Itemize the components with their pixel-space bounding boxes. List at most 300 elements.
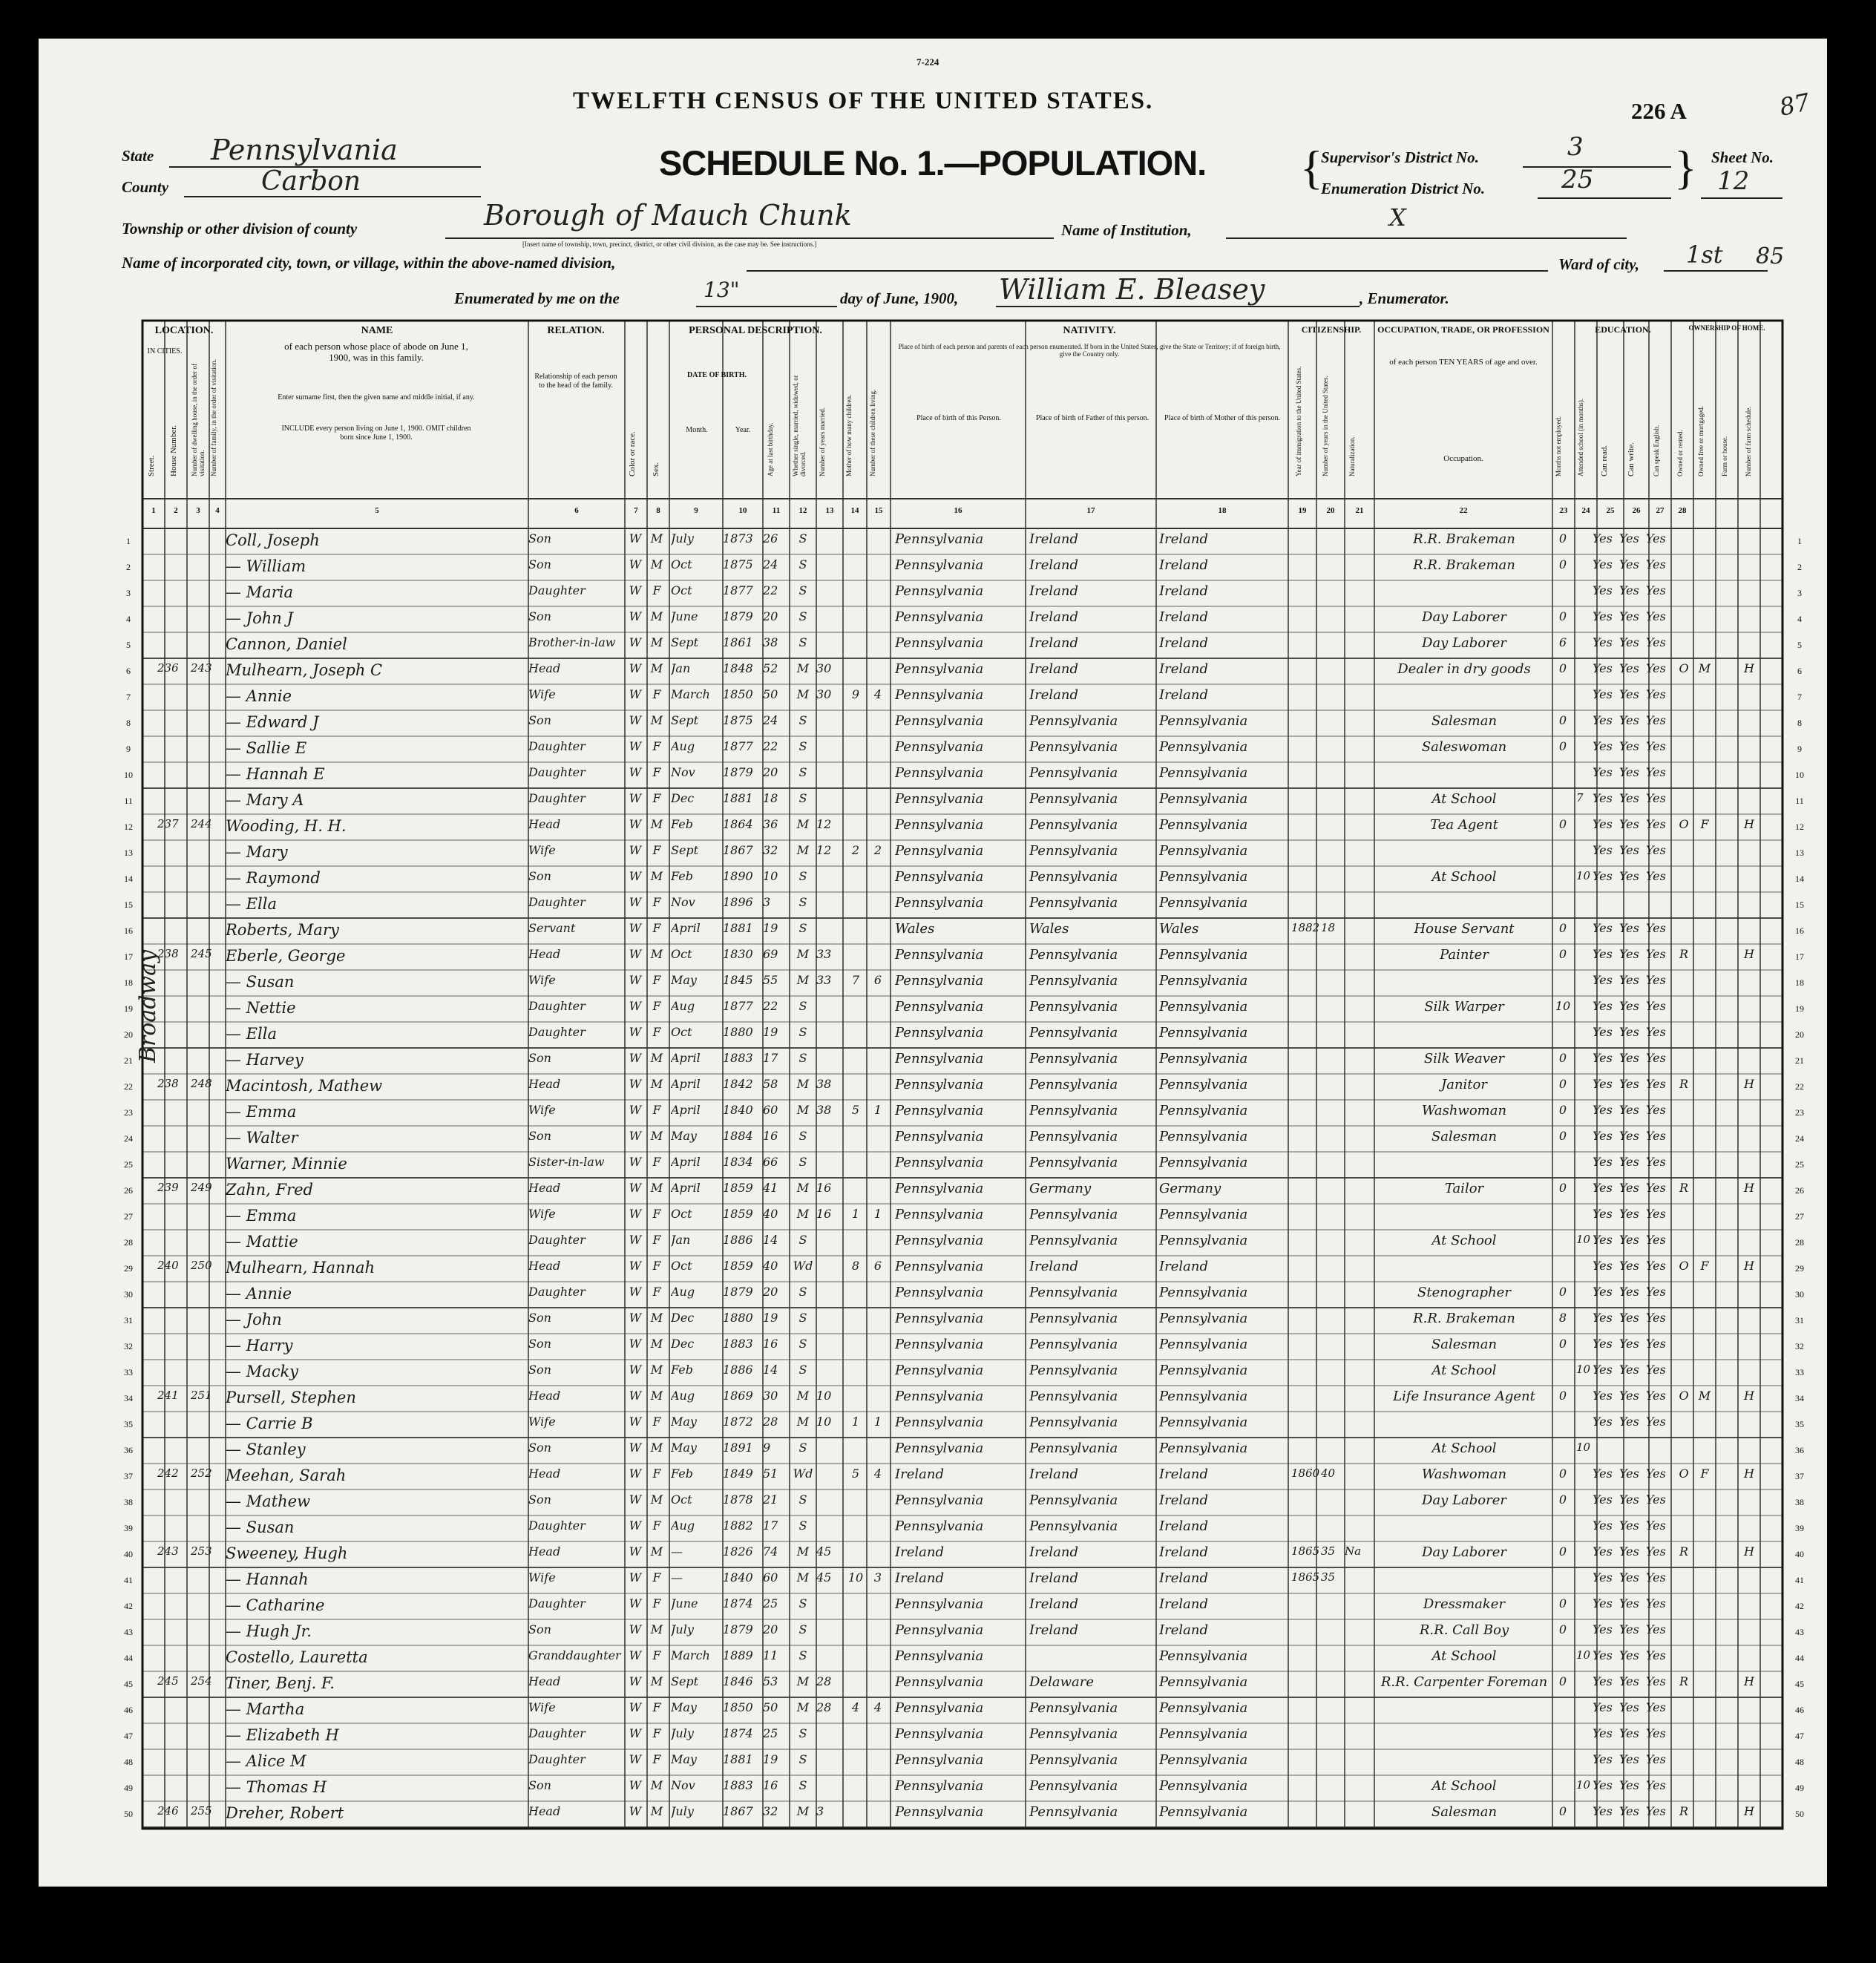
column-number: 28 xyxy=(1678,506,1687,515)
column-number: 21 xyxy=(1355,506,1364,515)
cell-mar: M xyxy=(796,1700,810,1714)
cell-name: — Martha xyxy=(226,1700,305,1718)
cell-mar: S xyxy=(798,765,807,779)
cell-wr: Yes xyxy=(1619,921,1639,935)
row-number: 2 xyxy=(1797,562,1802,572)
col-relation: RELATION. xyxy=(547,325,605,336)
cell-col: W xyxy=(629,1700,642,1714)
row-number: 11 xyxy=(1795,796,1804,806)
cell-en: Yes xyxy=(1646,1389,1666,1403)
cell-yr: 1879 xyxy=(723,765,753,779)
cell-sex: M xyxy=(650,1181,663,1195)
col-children-living: Number of these children living. xyxy=(869,389,876,476)
cell-col: W xyxy=(629,1337,642,1351)
row-number: 28 xyxy=(1795,1237,1804,1248)
cell-col: W xyxy=(629,1389,642,1403)
cell-unemp: 0 xyxy=(1558,1544,1567,1559)
cell-mb: Pennsylvania xyxy=(1159,869,1248,885)
cell-pb: Pennsylvania xyxy=(895,1778,984,1794)
scan-edge-bottom xyxy=(0,1887,1876,1963)
column-number: 22 xyxy=(1459,506,1468,515)
row-number: 12 xyxy=(1795,822,1804,832)
cell-en: Yes xyxy=(1646,1674,1666,1688)
cell-mar: M xyxy=(796,1181,810,1195)
cell-fh: H xyxy=(1744,817,1754,831)
cell-fb: Pennsylvania xyxy=(1029,1700,1118,1716)
cell-free: F xyxy=(1700,1466,1709,1481)
cell-fb: Pennsylvania xyxy=(1029,1285,1118,1300)
row-number: 15 xyxy=(1795,899,1804,910)
cell-fam: 255 xyxy=(191,1804,212,1818)
col-group-location: LOCATION. xyxy=(154,325,214,336)
cell-en: Yes xyxy=(1646,1804,1666,1818)
cell-name: — Mary A xyxy=(226,791,304,809)
cell-fb: Pennsylvania xyxy=(1029,1207,1118,1222)
cell-occ: Dealer in dry goods xyxy=(1397,661,1531,677)
enumerator-signature: William E. Bleasey xyxy=(999,273,1265,306)
row-number: 16 xyxy=(124,925,133,936)
table-row xyxy=(39,528,1827,554)
cell-unemp: 0 xyxy=(1558,1129,1567,1143)
cell-rel: Daughter xyxy=(528,1726,586,1740)
col-years-married: Number of years married. xyxy=(819,407,826,476)
cell-name: Pursell, Stephen xyxy=(226,1389,356,1406)
cell-col: W xyxy=(629,1207,642,1221)
cell-unemp: 0 xyxy=(1558,1337,1567,1351)
cell-occ: Dressmaker xyxy=(1423,1596,1506,1612)
cell-wr: Yes xyxy=(1619,609,1639,623)
cell-sex: F xyxy=(652,1207,661,1221)
cell-name: Wooding, H. H. xyxy=(226,817,347,835)
cell-pb: Pennsylvania xyxy=(895,713,984,729)
cell-yr: 1859 xyxy=(723,1181,753,1195)
cell-name: — John xyxy=(226,1311,282,1328)
cell-dw: 246 xyxy=(157,1804,179,1818)
cell-name: — Mattie xyxy=(226,1233,298,1251)
district-brace-left: { xyxy=(1300,141,1323,194)
cell-yr: 1872 xyxy=(723,1415,753,1429)
cell-name: Dreher, Robert xyxy=(226,1804,344,1822)
cell-wr: Yes xyxy=(1619,1752,1639,1766)
cell-occ: Salesman xyxy=(1431,1129,1498,1144)
cell-pb: Pennsylvania xyxy=(895,1259,984,1274)
cell-rel: Son xyxy=(528,1051,551,1065)
cell-age: 55 xyxy=(763,973,778,987)
column-number: 9 xyxy=(694,506,698,515)
cell-col: W xyxy=(629,1778,642,1792)
cell-pb: Pennsylvania xyxy=(895,1674,984,1690)
cell-name: — Elizabeth H xyxy=(226,1726,339,1744)
cell-rd: Yes xyxy=(1593,817,1613,831)
cell-rd: Yes xyxy=(1593,739,1613,753)
table-row xyxy=(39,1256,1827,1282)
cell-fh: H xyxy=(1744,1674,1754,1688)
cell-rel: Wife xyxy=(528,843,556,857)
cell-mar: S xyxy=(798,1726,807,1740)
row-number: 49 xyxy=(124,1783,133,1793)
row-number: 27 xyxy=(1795,1211,1804,1222)
cell-mar: M xyxy=(796,661,810,675)
cell-fam: 248 xyxy=(191,1077,212,1090)
table-row xyxy=(39,1801,1827,1827)
cell-fb: Pennsylvania xyxy=(1029,895,1118,911)
cell-mb: Ireland xyxy=(1159,1570,1208,1586)
cell-yr: 1846 xyxy=(723,1674,753,1688)
cell-sex: M xyxy=(650,1363,663,1377)
table-row xyxy=(39,1386,1827,1412)
cell-col: W xyxy=(629,557,642,571)
table-row xyxy=(39,710,1827,736)
cell-mth: 5 xyxy=(851,1103,860,1117)
cell-age: 14 xyxy=(763,1363,778,1377)
cell-name: — Sallie E xyxy=(226,739,307,757)
cell-fam: 253 xyxy=(191,1544,212,1558)
column-number: 16 xyxy=(954,506,962,515)
cell-col: W xyxy=(629,1233,642,1247)
cell-mon: May xyxy=(671,1415,697,1429)
cell-pb: Pennsylvania xyxy=(895,1025,984,1041)
cell-fb: Ireland xyxy=(1029,1544,1078,1560)
cell-rd: Yes xyxy=(1593,999,1613,1013)
row-number: 9 xyxy=(126,744,131,754)
column-number: 8 xyxy=(656,506,660,515)
cell-own: R xyxy=(1679,1077,1689,1091)
cell-mar: M xyxy=(796,973,810,987)
col-group-education: EDUCATION. xyxy=(1595,324,1651,335)
cell-occ: Day Laborer xyxy=(1422,1544,1506,1560)
column-number: 23 xyxy=(1559,506,1568,515)
cell-fb: Pennsylvania xyxy=(1029,1129,1118,1144)
table-row xyxy=(39,1048,1827,1074)
row-number: 33 xyxy=(124,1367,133,1377)
cell-age: 16 xyxy=(763,1778,778,1792)
cell-rd: Yes xyxy=(1593,1752,1613,1766)
row-number: 13 xyxy=(1795,848,1804,858)
cell-rd: Yes xyxy=(1593,921,1613,935)
cell-dw: 243 xyxy=(157,1544,179,1558)
cell-mb: Pennsylvania xyxy=(1159,1726,1248,1742)
cell-col: W xyxy=(629,1752,642,1766)
cell-occ: Day Laborer xyxy=(1422,635,1506,651)
table-row xyxy=(39,1100,1827,1126)
cell-sex: M xyxy=(650,1622,663,1636)
cell-dw: 245 xyxy=(157,1674,179,1688)
row-number: 47 xyxy=(1795,1731,1804,1741)
cell-en: Yes xyxy=(1646,1363,1666,1377)
cell-yr: 1877 xyxy=(723,999,753,1013)
row-number: 28 xyxy=(124,1237,133,1248)
table-row xyxy=(39,866,1827,892)
cell-age: 19 xyxy=(763,1752,778,1766)
col-occupation: Occupation. xyxy=(1443,454,1483,463)
enumerator-label: , Enumerator. xyxy=(1360,289,1449,307)
cell-yr: 1840 xyxy=(723,1103,753,1117)
cell-age: 21 xyxy=(763,1492,778,1507)
col-owned-rented: Owned or rented. xyxy=(1676,430,1684,476)
cell-pb: Pennsylvania xyxy=(895,999,984,1015)
cell-mb: Pennsylvania xyxy=(1159,1129,1248,1144)
cell-mar: S xyxy=(798,1492,807,1507)
row-number: 32 xyxy=(124,1341,133,1351)
cell-fh: H xyxy=(1744,1544,1754,1559)
row-number: 22 xyxy=(1795,1081,1804,1092)
cell-yr: 1883 xyxy=(723,1778,753,1792)
cell-pb: Pennsylvania xyxy=(895,1311,984,1326)
cell-yr: 1886 xyxy=(723,1233,753,1247)
cell-sex: F xyxy=(652,921,661,935)
cell-liv: 4 xyxy=(873,1700,882,1714)
cell-yr: 1879 xyxy=(723,1285,753,1299)
ward-label: Ward of city, xyxy=(1558,255,1640,273)
page-stamp-hand: 87 xyxy=(1777,88,1813,122)
cell-age: 28 xyxy=(763,1415,778,1429)
table-row xyxy=(39,1438,1827,1464)
cell-occ: Painter xyxy=(1440,947,1489,963)
cell-mb: Pennsylvania xyxy=(1159,1700,1248,1716)
cell-mar: Wd xyxy=(793,1466,813,1481)
cell-mb: Pennsylvania xyxy=(1159,1363,1248,1378)
cell-free: F xyxy=(1700,1259,1709,1273)
cell-yr: 1869 xyxy=(723,1389,753,1403)
cell-age: 40 xyxy=(763,1207,778,1221)
col-dwelling-no: Number of dwelling house, in the order of visitation. xyxy=(191,364,206,476)
cell-pb: Pennsylvania xyxy=(895,1155,984,1170)
cell-yr: 1834 xyxy=(723,1155,753,1169)
cell-pb: Pennsylvania xyxy=(895,1233,984,1248)
cell-fh: H xyxy=(1744,947,1754,961)
cell-name: Tiner, Benj. F. xyxy=(226,1674,335,1692)
row-number: 23 xyxy=(1795,1107,1804,1118)
cell-mon: April xyxy=(671,1181,701,1195)
row-number: 40 xyxy=(124,1549,133,1559)
cell-name: — Catharine xyxy=(226,1596,325,1614)
cell-age: 40 xyxy=(763,1259,778,1273)
cell-unemp: 0 xyxy=(1558,1285,1567,1299)
table-row xyxy=(39,1464,1827,1490)
cell-mon: Jan xyxy=(671,661,691,675)
cell-yus: 35 xyxy=(1321,1570,1336,1584)
cell-pb: Pennsylvania xyxy=(895,1700,984,1716)
cell-mth: 4 xyxy=(851,1700,860,1714)
cell-pb: Pennsylvania xyxy=(895,1596,984,1612)
cell-rel: Sister-in-law xyxy=(528,1155,605,1169)
row-number: 37 xyxy=(1795,1471,1804,1481)
col-relation-desc: Relationship of each person to the head of the family. xyxy=(534,373,617,390)
cell-en: Yes xyxy=(1646,635,1666,649)
cell-wr: Yes xyxy=(1619,1415,1639,1429)
cell-pb: Pennsylvania xyxy=(895,1285,984,1300)
cell-unemp: 0 xyxy=(1558,1466,1567,1481)
cell-sex: F xyxy=(652,765,661,779)
cell-col: W xyxy=(629,609,642,623)
cell-fb: Pennsylvania xyxy=(1029,1389,1118,1404)
cell-pb: Pennsylvania xyxy=(895,765,984,781)
cell-yr: 1850 xyxy=(723,1700,753,1714)
cell-occ: At School xyxy=(1431,791,1497,807)
row-number: 47 xyxy=(124,1731,133,1741)
cell-yr: 1848 xyxy=(723,661,753,675)
cell-name: — Maria xyxy=(226,583,293,601)
cell-mb: Ireland xyxy=(1159,583,1208,599)
cell-col: W xyxy=(629,1648,642,1662)
cell-name: — Harry xyxy=(226,1337,293,1354)
cell-mar: S xyxy=(798,1622,807,1636)
cell-pb: Pennsylvania xyxy=(895,843,984,859)
cell-fam: 252 xyxy=(191,1466,212,1480)
column-number: 12 xyxy=(798,506,807,515)
cell-unemp: 0 xyxy=(1558,947,1567,961)
cell-yr: 1882 xyxy=(723,1518,753,1533)
cell-mon: Feb xyxy=(671,869,693,883)
cell-rd: Yes xyxy=(1593,531,1613,545)
table-row xyxy=(39,1619,1827,1645)
cell-wr: Yes xyxy=(1619,1570,1639,1585)
cell-rel: Son xyxy=(528,1363,551,1377)
cell-name: — Susan xyxy=(226,973,295,991)
cell-sex: F xyxy=(652,1155,661,1169)
cell-fb: Ireland xyxy=(1029,635,1078,651)
cell-age: 24 xyxy=(763,713,778,727)
cell-mon: April xyxy=(671,921,701,935)
cell-col: W xyxy=(629,1129,642,1143)
cell-rd: Yes xyxy=(1593,1804,1613,1818)
cell-mon: Oct xyxy=(671,1207,692,1221)
cell-mar: S xyxy=(798,1129,807,1143)
cell-rd: Yes xyxy=(1593,557,1613,571)
cell-pb: Pennsylvania xyxy=(895,739,984,755)
cell-mar: S xyxy=(798,583,807,597)
cell-liv: 4 xyxy=(873,1466,882,1481)
cell-rel: Head xyxy=(528,947,561,961)
cell-en: Yes xyxy=(1646,1752,1666,1766)
cell-wr: Yes xyxy=(1619,1518,1639,1533)
cell-mon: Aug xyxy=(671,739,695,753)
institution-value: X xyxy=(1389,203,1406,232)
supervisor-value: 3 xyxy=(1567,132,1584,162)
cell-mon: July xyxy=(671,531,694,545)
cell-sex: F xyxy=(652,583,661,597)
cell-name: — John J xyxy=(226,609,293,627)
cell-sex: F xyxy=(652,1752,661,1766)
state-label: State xyxy=(122,147,154,165)
cell-own: R xyxy=(1679,1544,1689,1559)
cell-en: Yes xyxy=(1646,973,1666,987)
cell-rd: Yes xyxy=(1593,1155,1613,1169)
cell-rel: Son xyxy=(528,869,551,883)
cell-col: W xyxy=(629,1103,642,1117)
cell-en: Yes xyxy=(1646,713,1666,727)
cell-free: M xyxy=(1698,1389,1711,1403)
cell-mar: S xyxy=(798,1025,807,1039)
column-number: 11 xyxy=(772,506,781,515)
cell-own: R xyxy=(1679,1674,1689,1688)
cell-rd: Yes xyxy=(1593,947,1613,961)
cell-pb: Pennsylvania xyxy=(895,1492,984,1508)
cell-age: 26 xyxy=(763,531,778,545)
column-number: 2 xyxy=(174,506,178,515)
cell-pb: Wales xyxy=(895,921,935,937)
cell-dw: 238 xyxy=(157,1077,179,1090)
cell-yr: 1886 xyxy=(723,1363,753,1377)
cell-wr: Yes xyxy=(1619,1129,1639,1143)
cell-name: — Hannah E xyxy=(226,765,325,783)
cell-rel: Son xyxy=(528,1622,551,1636)
table-row xyxy=(39,1308,1827,1334)
col-occupation-desc: of each person TEN YEARS of age and over. xyxy=(1389,358,1538,367)
cell-age: 36 xyxy=(763,817,778,831)
row-number: 3 xyxy=(1797,588,1802,598)
row-number: 19 xyxy=(124,1003,133,1014)
cell-name: — Ella xyxy=(226,895,277,913)
cell-rd: Yes xyxy=(1593,661,1613,675)
institution-label: Name of Institution, xyxy=(1061,221,1192,239)
column-number: 13 xyxy=(825,506,834,515)
cell-mar: S xyxy=(798,609,807,623)
cell-rel: Daughter xyxy=(528,1752,586,1766)
state-value: Pennsylvania xyxy=(211,134,398,166)
cell-dw: 236 xyxy=(157,661,179,675)
cell-rel: Wife xyxy=(528,973,556,987)
col-nativity-desc: Place of birth of each person and parents of each person enumerated. If born in the United States, give the State or Territory; if of foreign birth, give the Country only. xyxy=(898,343,1281,358)
cell-age: 20 xyxy=(763,609,778,623)
cell-mon: May xyxy=(671,1752,697,1766)
row-number: 36 xyxy=(124,1445,133,1455)
cell-occ: Silk Warper xyxy=(1424,999,1504,1015)
table-row xyxy=(39,736,1827,762)
cell-col: W xyxy=(629,1181,642,1195)
row-number: 37 xyxy=(124,1471,133,1481)
cell-liv: 4 xyxy=(873,687,882,701)
page-stamp: 226 A xyxy=(1631,98,1687,124)
col-group-in-cities: IN CITIES. xyxy=(147,347,183,355)
cell-wr: Yes xyxy=(1619,557,1639,571)
cell-col: W xyxy=(629,1544,642,1559)
cell-age: 52 xyxy=(763,661,778,675)
row-number: 2 xyxy=(126,562,131,572)
cell-rel: Wife xyxy=(528,1415,556,1429)
row-number: 20 xyxy=(124,1029,133,1040)
cell-mth: 5 xyxy=(851,1466,860,1481)
cell-rd: Yes xyxy=(1593,1103,1613,1117)
row-number: 7 xyxy=(1797,692,1802,702)
cell-unemp: 0 xyxy=(1558,531,1567,545)
row-number: 24 xyxy=(124,1133,133,1144)
cell-mb: Pennsylvania xyxy=(1159,739,1248,755)
row-number: 5 xyxy=(1797,640,1802,650)
cell-sex: M xyxy=(650,1544,663,1559)
cell-unemp: 0 xyxy=(1558,1492,1567,1507)
cell-mb: Ireland xyxy=(1159,687,1208,703)
col-name-note: Enter surname first, then the given name and middle initial, if any. xyxy=(278,393,475,402)
row-number: 39 xyxy=(124,1523,133,1533)
cell-pb: Pennsylvania xyxy=(895,1441,984,1456)
cell-rd: Yes xyxy=(1593,1570,1613,1585)
table-row xyxy=(39,1567,1827,1593)
cell-mar: S xyxy=(798,1596,807,1610)
cell-mon: May xyxy=(671,1441,697,1455)
col-years-in-us: Number of years in the United States. xyxy=(1322,376,1329,476)
cell-name: — Emma xyxy=(226,1103,297,1121)
cell-yr: 1861 xyxy=(723,635,753,649)
column-number: 26 xyxy=(1632,506,1641,515)
cell-age: 22 xyxy=(763,739,778,753)
cell-yrm: 30 xyxy=(816,661,832,675)
cell-fb: Ireland xyxy=(1029,531,1078,547)
cell-mb: Ireland xyxy=(1159,1466,1208,1482)
cell-wr: Yes xyxy=(1619,531,1639,545)
cell-rel: Daughter xyxy=(528,895,586,909)
cell-rel: Head xyxy=(528,817,561,831)
